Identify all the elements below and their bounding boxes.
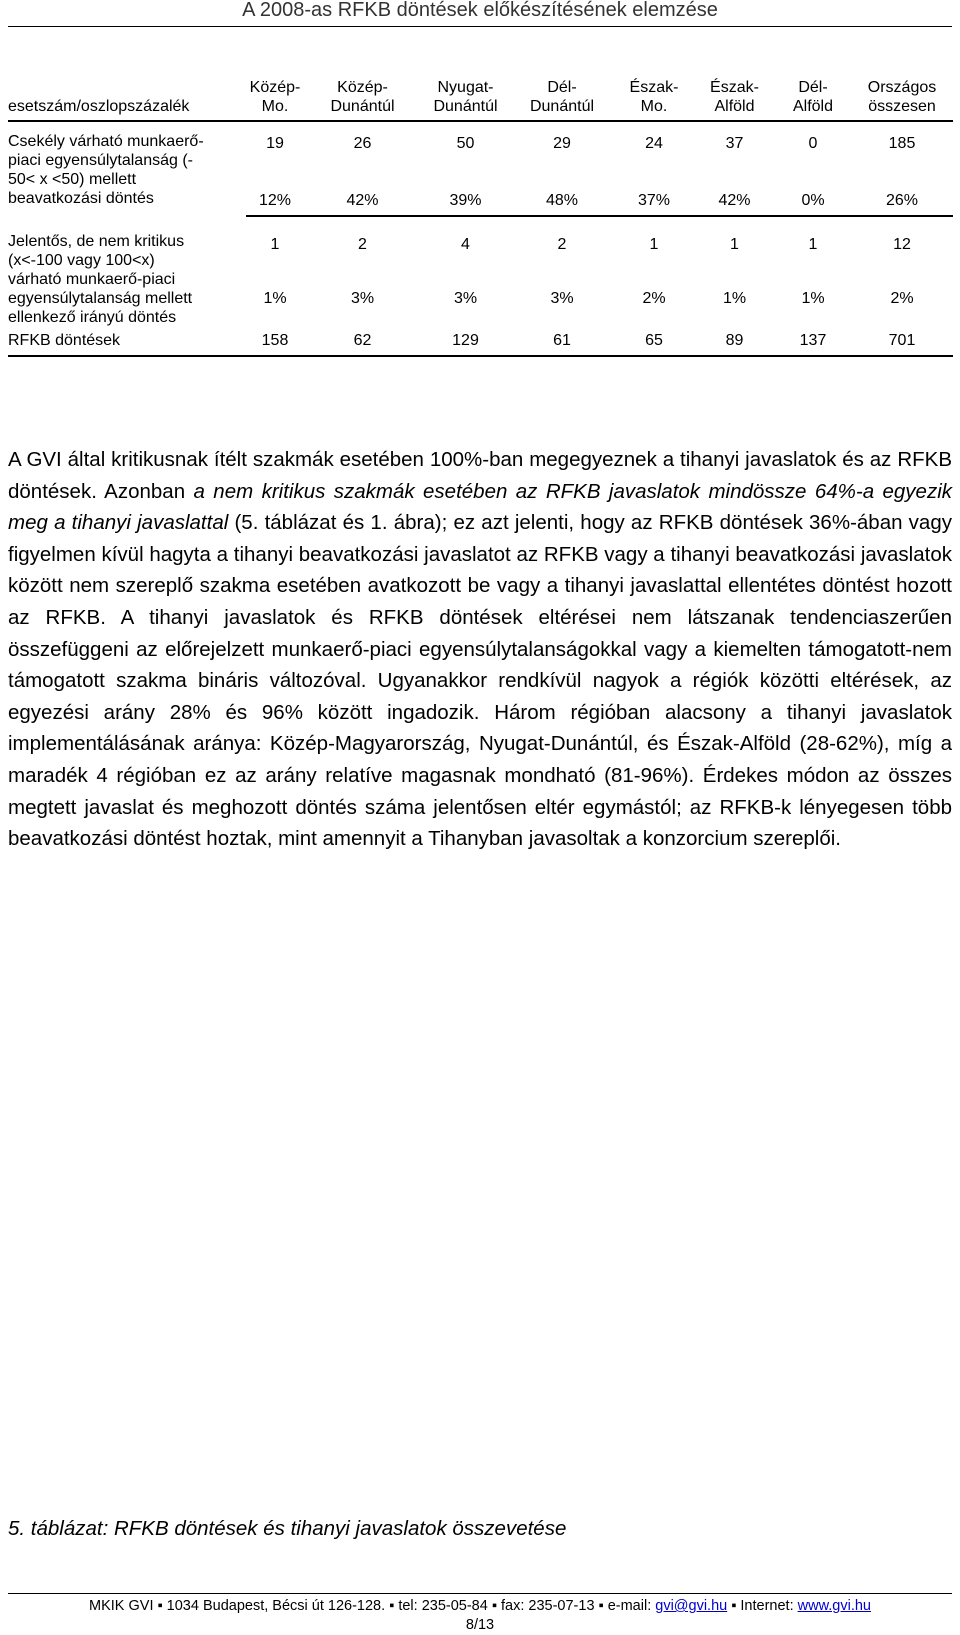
table-header-row (8, 78, 953, 121)
count-cell: 1 (730, 236, 739, 253)
count-cell: 26 (353, 135, 372, 152)
paragraph-text: A GVI által kritikusnak ítélt szakmák esetében 100%-ban megegyeznek a tihanyi javaslatok és az RFKB döntések. Azonban (8, 448, 952, 503)
footer-contact: MKIK GVI ▪ 1034 Budapest, Bécsi út 126-128. ▪ tel: 235-05-84 ▪ fax: 235-07-13 ▪ e-mail: (89, 1598, 656, 1614)
count-cell: 1 (649, 236, 659, 253)
corner-label: esetszám/oszlopszázalék (8, 98, 190, 115)
percent-cell: 48% (510, 191, 614, 216)
percent-cell: 37% (614, 191, 694, 216)
total-cell: 701 (851, 331, 953, 356)
percent-cell: 39% (421, 191, 510, 216)
paragraph-text-rest: (5. táblázat és 1. ábra); ez azt jelenti, hogy az RFKB döntések 36%-ában vagy figyelmen kívül hagyta a tihanyi beavatkozási javaslatot az RFKB vagy a tihanyi beavatkozási javaslatok között nem szereplő szakma esetében avatkozott be vagy a tihanyi javaslattal ellentétes döntést hozott az RFKB. A tihanyi javaslatok és RFKB döntések eltérései nem látszanak tendenciaszerűen összefüggeni az előrejelzett munkaerő-piaci egyensúlytalanságokkal vagy a kiemelten támogatott-nem támogatott szakma bináris változóval. Ugyanakkor rendkívül nagyok a régiók közötti eltérések, az egyezési arány 28% és 96% között ingadozik. Három régióban alacsony a tihanyi javaslatok implementálásának aránya: Közép-Magyarország, Nyugat-Dunántúl, és Észak-Alföld (28-62%), míg a maradék 4 régióban ez az arány relatíve magasnak mondható (81-96%). Érdekes módon az összes megtett javaslat és meghozott döntés száma jelentősen eltér egymástól; az RFKB-k lényegesen több beavatkozási döntést hoztak, mint amennyit a Tihanyban javasoltak a konzorcium szereplői. (8, 511, 952, 851)
col-header-del-alfold: Dél- Alföld (792, 79, 834, 115)
col-header-eszak-alfold: Észak- Alföld (710, 79, 759, 115)
count-cell: 4 (461, 236, 470, 253)
count-cell: 0 (808, 135, 818, 152)
count-cell: 1 (270, 236, 280, 253)
total-cell: 158 (246, 331, 304, 356)
comparison-table (8, 78, 953, 357)
count-cell: 185 (888, 135, 916, 152)
total-row-label: RFKB döntések (8, 331, 246, 356)
table-row (8, 121, 953, 153)
table-row (8, 216, 953, 260)
percent-cell: 1% (801, 289, 825, 307)
col-header-orszagos: Országos összesen (867, 79, 937, 115)
col-header-kozep-mo: Közép- Mo. (249, 79, 301, 115)
percent-cell: 1% (722, 289, 747, 307)
percent-cell: 0% (775, 191, 851, 216)
total-cell: 62 (304, 331, 421, 356)
row-label: Jelentős, de nem kritikus (x<-100 vagy 100<x) várható munkaerő-piaci egyensúlytalanság mellett ellenkező irányú döntés (8, 233, 193, 326)
count-cell: 50 (456, 135, 475, 152)
count-cell: 19 (266, 135, 284, 152)
total-cell: 89 (694, 331, 775, 356)
row-label: Csekély várható munkaerő- piaci egyensúlytalanság (- 50< x <50) mellett beavatkozási döntés (8, 133, 204, 207)
percent-cell: 42% (694, 191, 775, 216)
col-header-del-dunantul: Dél- Dunántúl (529, 79, 595, 115)
body-paragraph (8, 444, 952, 855)
percent-cell: 3% (350, 289, 375, 307)
total-cell: 65 (614, 331, 694, 356)
col-header-eszak-mo: Észak- Mo. (629, 79, 679, 115)
page-number: 8/13 (465, 1617, 495, 1633)
table-caption: 5. táblázat: RFKB döntések és tihanyi javaslatok összevetése (8, 1517, 567, 1540)
total-cell: 137 (775, 331, 851, 356)
percent-cell: 26% (851, 191, 953, 216)
paragraph-emphasis: a nem kritikus szakmák esetében az RFKB javaslatok mindössze 64%-a egyezik meg a tihanyi javaslattal (8, 479, 953, 535)
table-total-row (8, 331, 953, 356)
percent-cell: 12% (246, 191, 304, 216)
count-cell: 29 (553, 135, 571, 152)
website-link[interactable]: www.gvi.hu (797, 1598, 871, 1614)
percent-cell: 2% (890, 289, 914, 307)
footer-internet-label: ▪ Internet: (727, 1598, 798, 1614)
count-cell: 1 (808, 236, 818, 253)
percent-cell: 42% (304, 191, 421, 216)
page-footer (0, 1597, 960, 1615)
percent-cell: 1% (263, 289, 287, 307)
email-link[interactable]: gvi@gvi.hu (655, 1598, 728, 1614)
footer-divider (8, 1593, 952, 1594)
percent-cell: 3% (453, 289, 478, 307)
percent-cell: 3% (550, 289, 574, 307)
header-divider (8, 26, 952, 27)
col-header-kozep-dunantul: Közép- Dunántúl (330, 79, 395, 115)
running-header: A 2008-as RFKB döntések előkészítésének elemzése (242, 0, 718, 21)
total-cell: 61 (510, 331, 614, 356)
count-cell: 37 (725, 135, 744, 152)
col-header-nyugat-dunantul: Nyugat- Dunántúl (433, 79, 498, 115)
total-cell: 129 (421, 331, 510, 356)
percent-cell: 2% (642, 289, 666, 307)
count-cell: 2 (358, 236, 367, 253)
count-cell: 24 (645, 135, 663, 152)
count-cell: 12 (893, 236, 911, 253)
count-cell: 2 (557, 236, 567, 253)
